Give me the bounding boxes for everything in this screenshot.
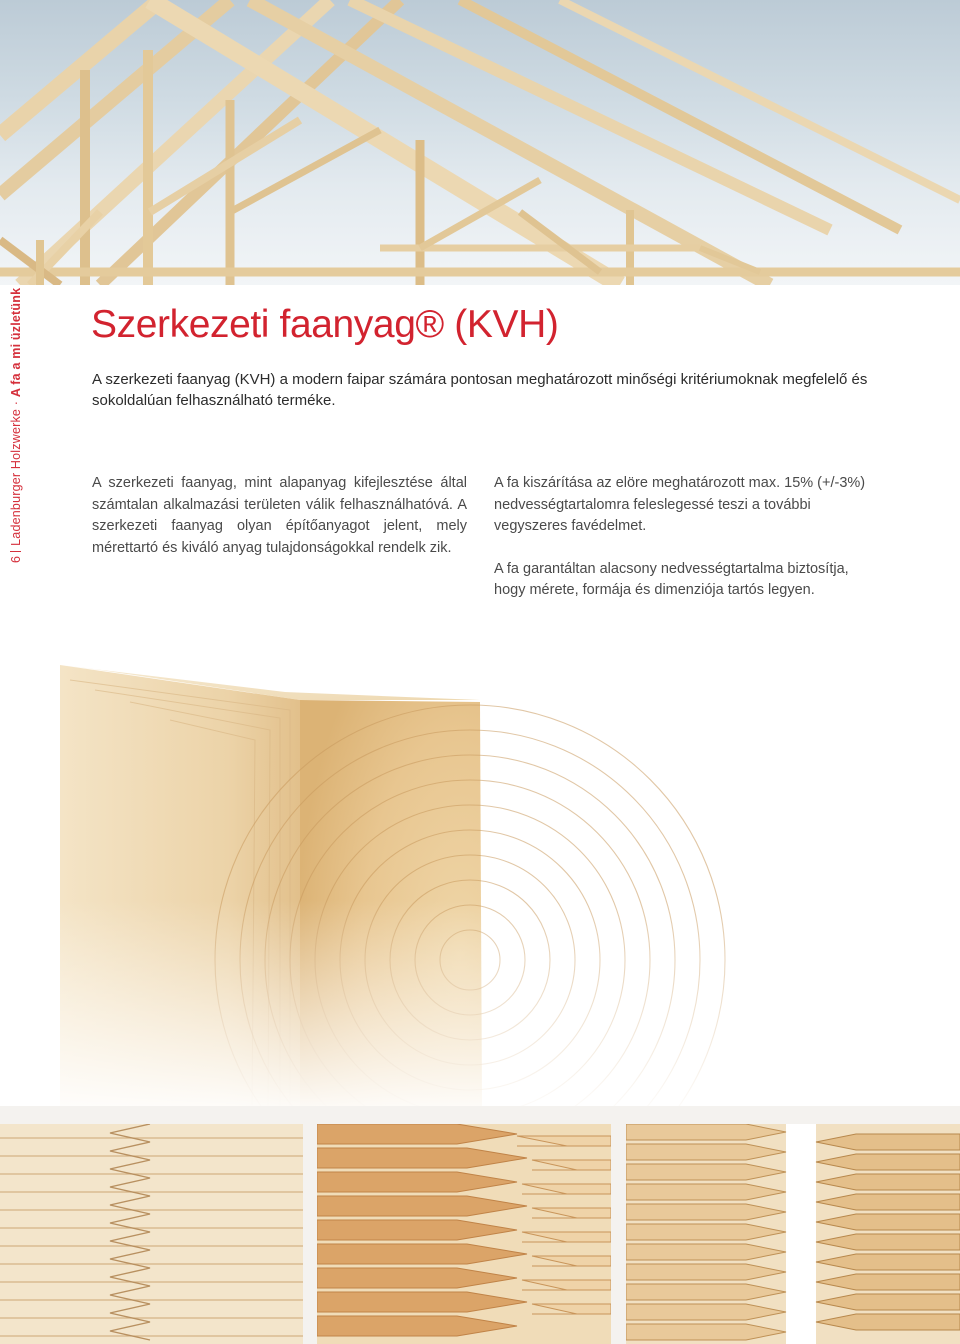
right-paragraph-1: A fa kiszárítása az elöre meghatározott max. 15% (+/-3%) nedvességtartalomra feleslegessé teszi a további vegyszeres favédelmet.: [494, 475, 866, 534]
left-paragraph: A szerkezeti faanyag, mint alapanyag kifejlesztése által számtalan alkalmazási területen válik felhasználhatóvá. A szerkezeti faanyag olyan építőanyagot jelent, mely mérettartó és kiváló anyag tulajdonságokkal rendelk zik.: [92, 475, 467, 556]
timber-beam-photo: [0, 640, 960, 1110]
page-title: Szerkezeti faanyag® (KVH): [91, 303, 559, 346]
header-separator: ·: [9, 400, 23, 406]
section-name: A fa a mi üzletünk: [9, 287, 23, 398]
finger-joint-photo-1: [0, 1124, 303, 1344]
company-name: Ladenburger Holzwerke: [9, 408, 23, 546]
header-divider: [10, 551, 21, 552]
finger-joint-photo-3: [626, 1124, 960, 1344]
right-paragraph-2: A fa garantáltan alacsony nedvességtartalma biztosítja, hogy mérete, formája és dimenziója tartós legyen.: [494, 560, 849, 598]
page-number: 6: [9, 555, 23, 563]
roof-truss-photo: [0, 0, 960, 285]
left-text-column: [92, 473, 467, 559]
side-running-header: [9, 288, 23, 563]
intro-paragraph: A szerkezeti faanyag (KVH) a modern faipar számára pontosan meghatározott minőségi kritériumoknak megfelelő és sokoldalúan felhasználható terméke.: [92, 371, 868, 409]
finger-joint-photo-2: [317, 1124, 611, 1344]
right-text-column: [494, 473, 874, 602]
roof-truss-illustration: [0, 0, 960, 285]
